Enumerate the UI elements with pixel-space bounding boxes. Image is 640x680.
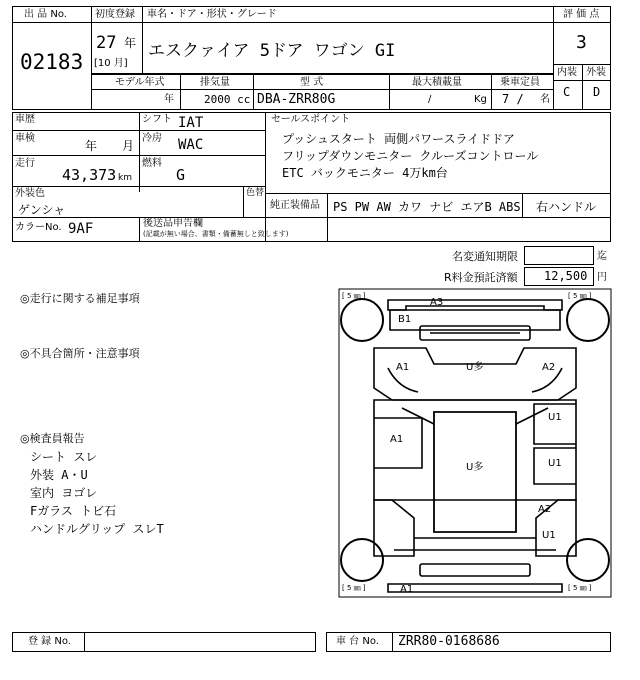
report-line: 外装 A・U	[30, 468, 88, 482]
damage-mark: A2	[538, 504, 552, 515]
report-line: シート スレ	[30, 450, 98, 464]
report-line: Fガラス トビ石	[30, 504, 117, 518]
capacity-label: 乗車定員	[500, 77, 540, 88]
equipment-value: PS PW AW カワ ナビ エアB ABS	[333, 200, 521, 214]
damage-mark: A1	[400, 584, 414, 595]
first-reg-label: 初度登録	[95, 9, 135, 20]
displacement-label: 排気量	[200, 77, 230, 88]
wheel-fl	[341, 299, 383, 341]
wheel-fr	[567, 299, 609, 341]
damage-mark: U1	[548, 412, 562, 423]
aftermarket-label: 後送品申告欄	[143, 218, 203, 229]
damage-mark: A1	[390, 434, 404, 445]
car-name-label: 車名・ドア・形状・グレード	[147, 9, 277, 20]
damage-mark: U1	[548, 458, 562, 469]
reg-year-unit: 年	[124, 36, 137, 50]
inspection-year: 年	[85, 139, 98, 153]
color-no-value: 9AF	[68, 221, 94, 237]
mileage-value: 43,373	[62, 166, 117, 184]
damage-mark: A2	[542, 362, 556, 373]
chassis-value: ZRR80-0168686	[398, 634, 500, 649]
aftermarket-note: (記載が無い場合、書類・備蓄無しと致します)	[143, 230, 289, 238]
tire-depth-bl: [ 5 ㎜ ]	[342, 584, 366, 592]
model-year-label: モデル年式	[115, 77, 165, 88]
lot-label: 出 品 No.	[24, 9, 67, 20]
report-line: 室内 ヨゴレ	[30, 486, 98, 500]
sales-line-1: プッシュスタート 両側パワースライドドア	[282, 132, 515, 146]
mileage-label: 走行	[15, 158, 35, 169]
inspection-month: 月	[122, 139, 135, 153]
exterior-label: 外装	[586, 67, 606, 78]
capacity-unit: 名	[540, 94, 550, 105]
color-no-label: カラーNo.	[15, 222, 62, 233]
damage-mark: U多	[466, 362, 484, 373]
deadline-field	[524, 246, 594, 265]
damage-mark: B1	[398, 314, 412, 325]
tire-depth-tr: [ 5 ㎜ ]	[568, 292, 592, 300]
damage-mark: A1	[396, 362, 410, 373]
type-value: DBA-ZRR80G	[257, 92, 336, 107]
fuel-label: 燃料	[142, 158, 162, 169]
deadline-unit: 迄	[597, 251, 607, 262]
exterior-grade: D	[593, 85, 601, 99]
lot-number: 02183	[20, 50, 84, 74]
shift-value: IAT	[178, 115, 204, 131]
max-load-label: 最大積載量	[412, 77, 462, 88]
deadline-label: 名変通知期限	[452, 250, 518, 263]
ac-label: 冷房	[142, 133, 162, 144]
tire-depth-br: [ 5 ㎜ ]	[568, 584, 592, 592]
mileage-unit: km	[118, 173, 132, 183]
reg-year: 27	[96, 33, 117, 53]
model-year-unit: 年	[164, 94, 174, 105]
ext-color-label: 外装色	[15, 188, 45, 199]
color-change-label: 色替	[246, 188, 265, 198]
chassis-label: 車 台 No.	[336, 636, 379, 647]
sales-line-2: フリップダウンモニター クルーズコントロール	[282, 149, 539, 163]
grade-value: 3	[576, 32, 587, 53]
car-name: エスクァイア 5ドア ワゴン GI	[148, 41, 396, 61]
driving-notes-label: ◎走行に関する補足事項	[20, 292, 140, 305]
recycle-label: R料金預託済額	[444, 271, 518, 284]
max-load-unit: Kg	[474, 94, 487, 105]
damage-mark: U1	[542, 530, 556, 541]
recycle-unit: 円	[597, 272, 607, 283]
sales-label: セールスポイント	[271, 114, 351, 125]
shift-label: シフト	[142, 114, 172, 125]
max-load-slash: /	[428, 94, 432, 105]
sales-line-3: ETC バックモニター 4万km台	[282, 166, 448, 180]
displacement-value: 2000 cc	[204, 93, 251, 106]
inspection-label: 車検	[15, 133, 35, 144]
damage-mark: A3	[430, 297, 444, 308]
steering-value: 右ハンドル	[536, 200, 597, 214]
history-label: 車歴	[15, 114, 35, 125]
grade-label: 評 価 点	[563, 9, 600, 20]
tire-depth-tl: [ 5 ㎜ ]	[342, 292, 366, 300]
report-line: ハンドルグリップ スレT	[30, 522, 164, 536]
recycle-value: 12,500	[544, 269, 588, 283]
interior-grade: C	[563, 85, 571, 99]
ext-color-value: ゲンシャ	[18, 203, 66, 217]
ac-value: WAC	[178, 137, 204, 153]
inspector-report-label: ◎検査員報告	[20, 432, 85, 445]
equipment-label: 純正装備品	[270, 200, 320, 211]
capacity-value: 7 /	[502, 92, 524, 106]
interior-label: 内装	[557, 67, 577, 78]
wheel-rl	[341, 539, 383, 581]
fuel-value: G	[176, 166, 186, 184]
defects-label: ◎不具合箇所・注意事項	[20, 347, 140, 360]
car-diagram	[338, 288, 612, 598]
wheel-rr	[567, 539, 609, 581]
damage-mark: U多	[466, 462, 484, 473]
type-label: 型 式	[300, 77, 324, 88]
reg-month: [10 月]	[94, 58, 128, 69]
reg-no-label: 登 録 No.	[28, 636, 71, 647]
